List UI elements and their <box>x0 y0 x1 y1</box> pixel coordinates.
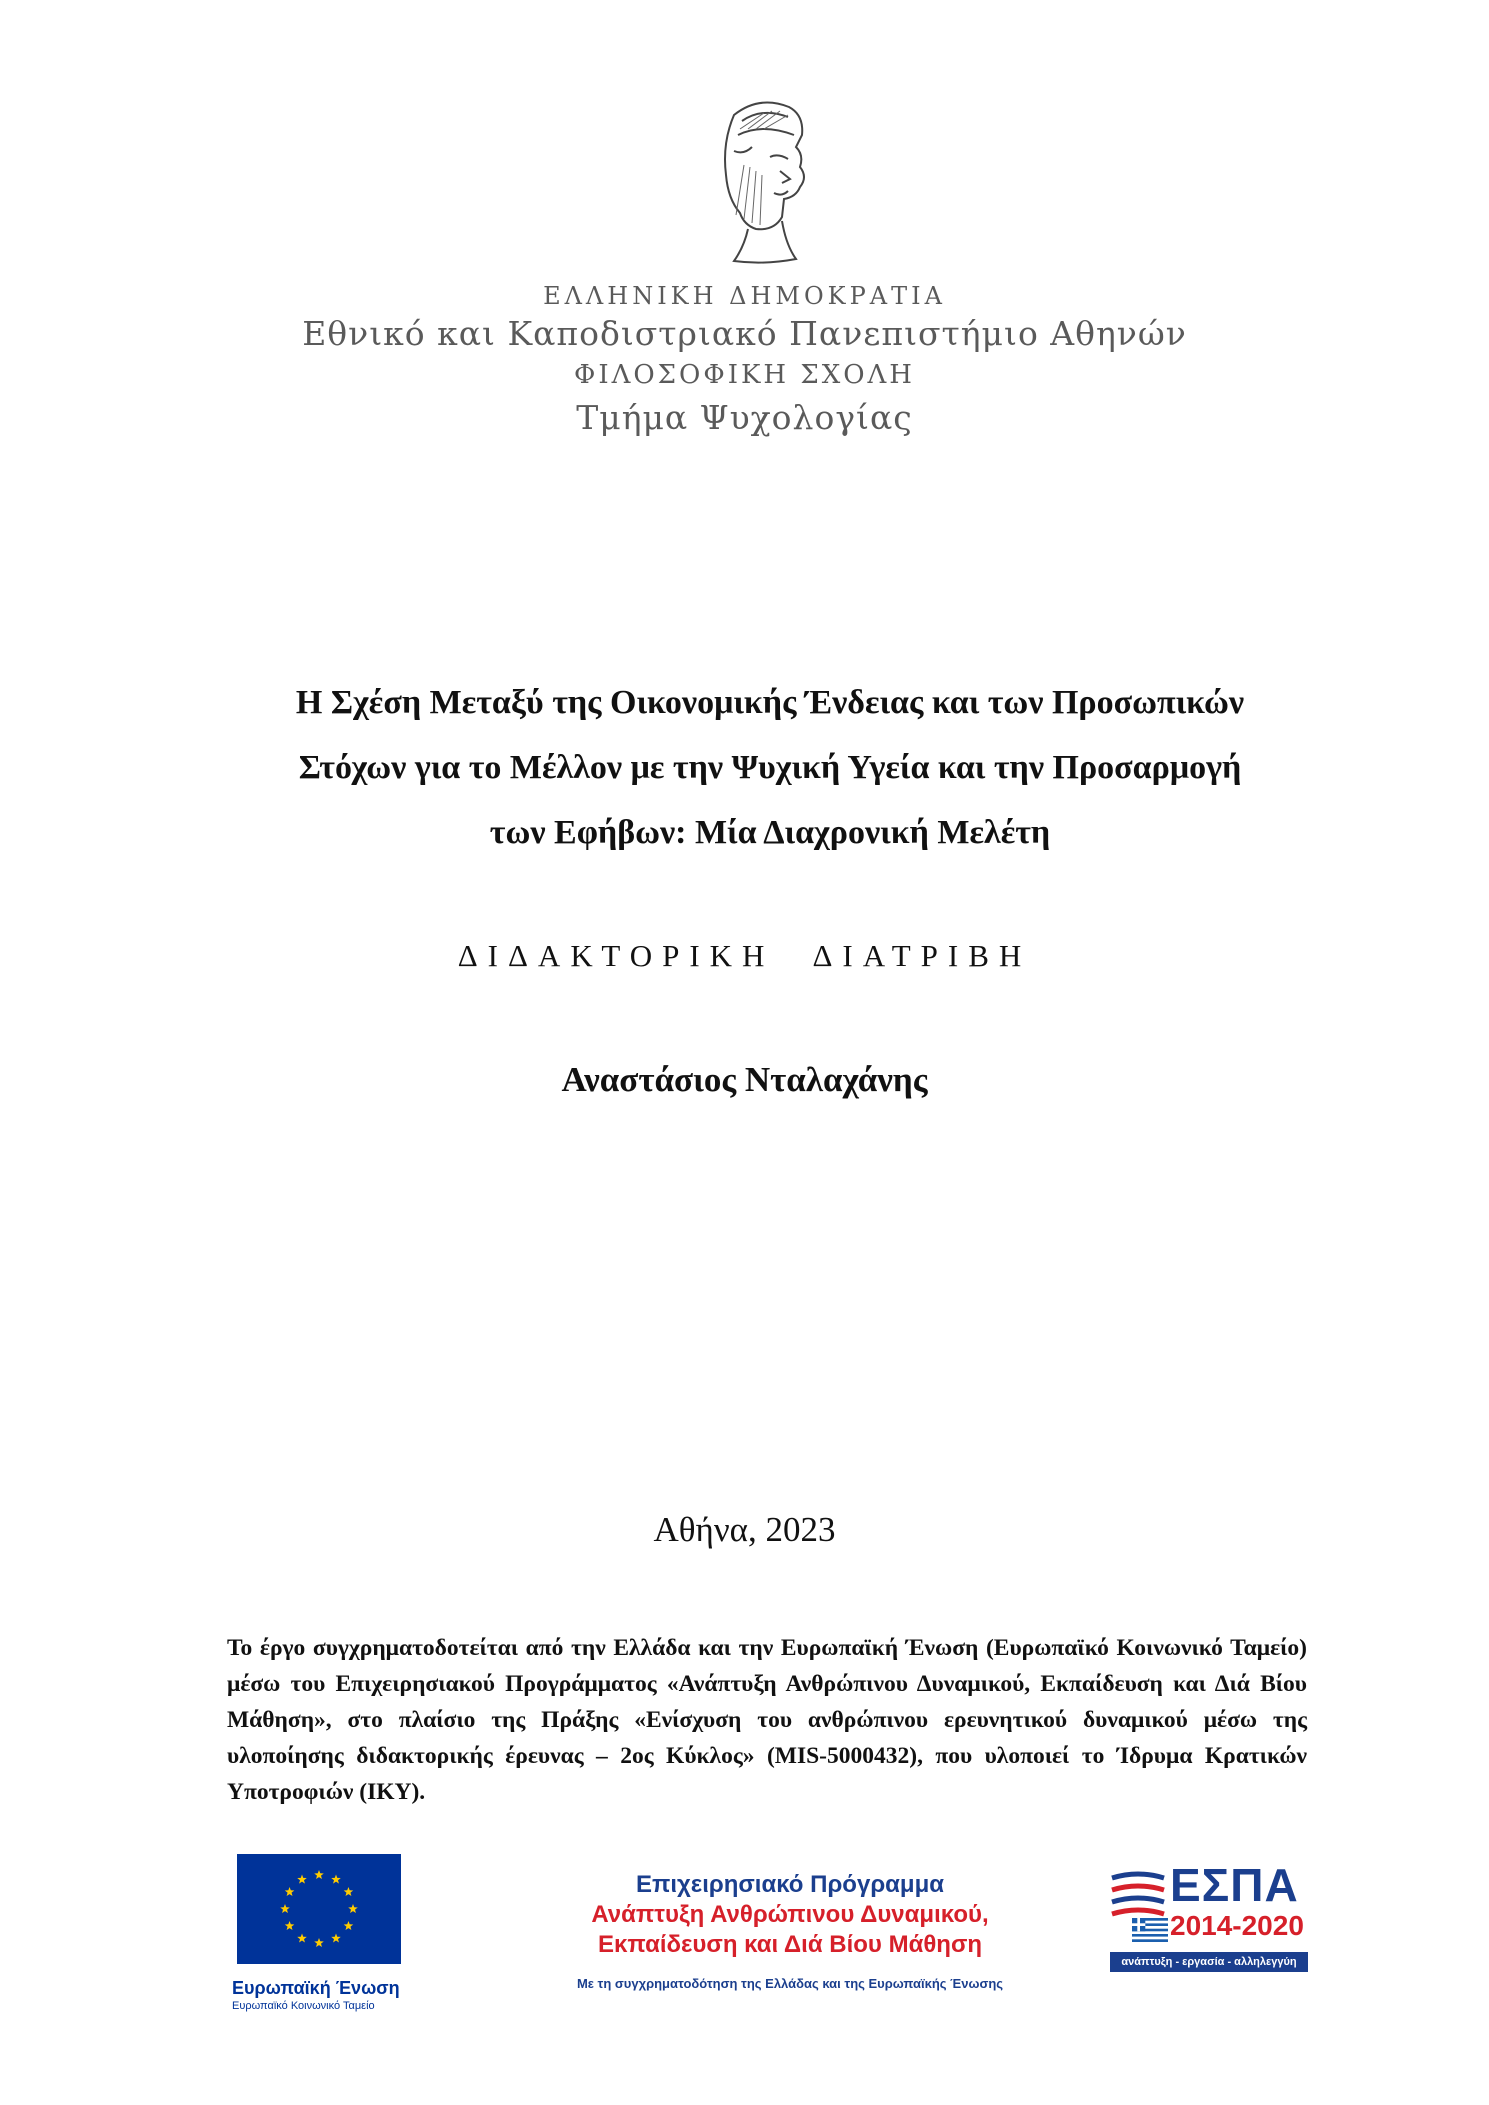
thesis-title-line: Η Σχέση Μεταξύ της Οικονομικής Ένδειας και των Προσωπικών <box>295 684 1245 721</box>
thesis-title-line: των Εφήβων: Μία Διαχρονική Μελέτη <box>489 814 1051 851</box>
thesis-title <box>200 670 1340 865</box>
espa-tagline: ανάπτυξη - εργασία - αλληλεγγύη <box>1110 1952 1308 1972</box>
espa-wordmark: ΕΣΠΑ <box>1170 1859 1299 1911</box>
document-type-word: ΔΙΔΑΚΤΟΡΙΚΗ <box>457 938 775 973</box>
op-title: Επιχειρησιακό Πρόγραμμα <box>635 1871 945 1898</box>
espa-stripes-icon <box>1110 1870 1166 1924</box>
operational-programme-logo <box>520 1870 1060 1991</box>
funding-logos <box>0 1850 1489 2010</box>
espa-logo <box>1110 1859 1310 1972</box>
republic-heading: ΕΛΛΗΝΙΚΗ ΔΗΜΟΚΡΑΤΙΑ <box>543 282 946 310</box>
op-name-line: Εκπαίδευση και Διά Βίου Μάθηση <box>597 1931 983 1958</box>
eu-subcaption: Ευρωπαϊκό Κοινωνικό Ταμείο <box>232 2000 375 2012</box>
greek-flag-icon <box>1132 1918 1168 1942</box>
place-date: Αθήνα, 2023 <box>653 1510 836 1549</box>
espa-years: 2014-2020 <box>1170 1910 1304 1941</box>
school-name: ΦΙΛΟΣΟΦΙΚΗ ΣΧΟΛΗ <box>574 360 915 390</box>
university-emblem-logo <box>704 95 824 265</box>
university-name: Εθνικό και Καποδιστριακό Πανεπιστήμιο Αθηνών <box>302 314 1187 353</box>
op-name-line: Ανάπτυξη Ανθρώπινου Δυναμικού, <box>591 1901 989 1928</box>
document-type <box>0 938 1489 974</box>
author-name: Αναστάσιος Νταλαχάνης <box>561 1060 928 1099</box>
department-name: Τμήμα Ψυχολογίας <box>576 398 913 437</box>
eu-flag-icon <box>237 1854 401 1964</box>
document-type-word: ΔΙΑΤΡΙΒΗ <box>812 938 1032 973</box>
op-cofunding-note: Με τη συγχρηματοδότηση της Ελλάδας και της Ευρωπαϊκής Ένωσης <box>576 1976 1004 1991</box>
funding-statement: Το έργο συγχρηματοδοτείται από την Ελλάδα και την Ευρωπαϊκή Ένωση (Ευρωπαϊκό Κοινωνικό Ταμείο) μέσω του Επιχειρησιακού Προγράμματος «Ανάπτυξη Ανθρώπινου Δυναμικού, Εκπαίδευση και Διά Βίου Μάθηση», στο πλαίσιο της Πράξης «Ενίσχυση του ανθρώπινου ερευνητικού δυναμικού μέσω της υλοποίησης διδακτορικής έρευνας – 2ος Κύκλος» (MIS-5000432), που υλοποιεί το Ίδρυμα Κρατικών Υποτροφιών (ΙΚΥ). <box>227 1635 1307 1805</box>
thesis-title-line: Στόχων για το Μέλλον με την Ψυχική Υγεία και την Προσαρμογή <box>298 749 1242 786</box>
eu-caption: Ευρωπαϊκή Ένωση <box>232 1978 400 1998</box>
